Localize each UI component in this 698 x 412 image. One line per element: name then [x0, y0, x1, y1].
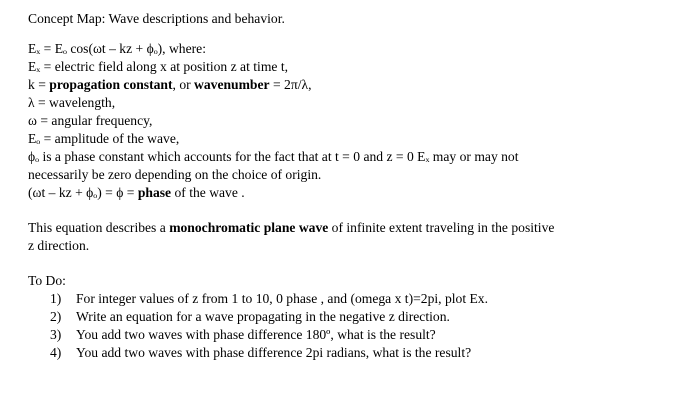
- document-title: Concept Map: Wave descriptions and behavior.: [28, 11, 285, 26]
- def-phase-prefix: (ωt – kz + ϕₒ) = ϕ =: [28, 185, 138, 200]
- def-k-middle: , or: [172, 77, 195, 92]
- spacer: [28, 202, 678, 219]
- spacer: [28, 28, 678, 40]
- paragraph-bold-term: monochromatic plane wave: [169, 220, 329, 235]
- todo-item: [28, 290, 678, 308]
- paragraph-line-1: [28, 219, 678, 237]
- def-k-suffix: = 2π/λ,: [269, 77, 312, 92]
- paragraph-prefix: This equation describes a: [28, 220, 170, 235]
- todo-number: 4): [50, 345, 62, 360]
- paragraph-line-2: z direction.: [28, 238, 90, 253]
- todo-number: 2): [50, 309, 62, 324]
- todo-list: [28, 290, 678, 362]
- def-k-bold-term: propagation constant: [49, 77, 173, 92]
- document-body: [28, 10, 678, 362]
- todo-section: [28, 272, 678, 362]
- description-paragraph: [28, 219, 678, 255]
- def-amplitude: Eₒ = amplitude of the wave,: [28, 131, 180, 146]
- def-electric-field: Eₓ = electric field along x at position z at time t,: [28, 59, 288, 74]
- wave-equation: Eₓ = Eₒ cos(ωt – kz + ϕₒ), where:: [28, 41, 206, 56]
- todo-number: 1): [50, 291, 62, 306]
- definitions-block: [28, 40, 678, 202]
- def-k-prefix: k =: [28, 77, 50, 92]
- def-k-bold-term2: wavenumber: [194, 77, 270, 92]
- def-angular-frequency: ω = angular frequency,: [28, 113, 153, 128]
- todo-item: [28, 344, 678, 362]
- def-phase: [28, 184, 678, 202]
- todo-number: 3): [50, 327, 62, 342]
- paragraph-suffix: of infinite extent traveling in the positive: [328, 220, 555, 235]
- def-phase-suffix: of the wave .: [171, 185, 245, 200]
- todo-text: You add two waves with phase difference 2pi radians, what is the result?: [76, 345, 472, 360]
- todo-heading: To Do:: [28, 273, 66, 288]
- todo-item: [28, 326, 678, 344]
- def-phase-constant-cont: necessarily be zero depending on the choice of origin.: [28, 167, 322, 182]
- todo-text: For integer values of z from 1 to 10, 0 phase , and (omega x t)=2pi, plot Ex.: [76, 291, 488, 306]
- def-phase-constant: ϕₒ is a phase constant which accounts for the fact that at t = 0 and z = 0 Eₓ may or may not: [28, 149, 519, 164]
- spacer: [28, 255, 678, 272]
- todo-item: [28, 308, 678, 326]
- def-phase-bold-term: phase: [137, 185, 172, 200]
- todo-text: Write an equation for a wave propagating in the negative z direction.: [76, 309, 450, 324]
- todo-text: You add two waves with phase difference 180º, what is the result?: [76, 327, 436, 342]
- def-propagation-constant: [28, 76, 678, 94]
- def-wavelength: λ = wavelength,: [28, 95, 116, 110]
